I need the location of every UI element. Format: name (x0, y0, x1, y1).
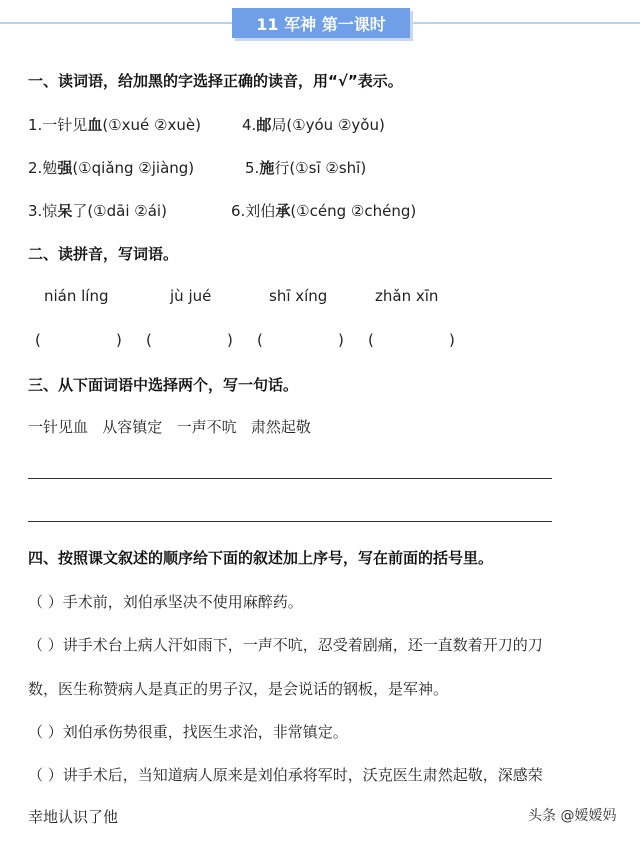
watermark: 头条 @嫒嫒妈 (528, 808, 617, 824)
question-item: 1.一针见血(①xué ②xuè) (28, 116, 201, 134)
section4-heading: 四、按照课文叙述的顺序给下面的叙述加上序号，写在前面的括号里。 (28, 549, 494, 567)
answer-paren-close: ) (116, 331, 122, 349)
order-line: （ ）刘伯承伤势很重，找医生求治，非常镇定。 (28, 723, 348, 741)
answer-paren-close: ) (338, 331, 344, 349)
order-line: 数，医生称赞病人是真正的男子汉，是会说话的钢板，是军神。 (28, 680, 449, 698)
section2-heading: 二、读拼音，写词语。 (28, 245, 179, 263)
question-item: 5.施行(①sī ②shī) (245, 159, 367, 177)
page-title: 11 军神 第一课时 (232, 8, 410, 38)
writing-line (28, 521, 552, 522)
order-line: 幸地认识了他 (28, 808, 119, 826)
pinyin-item: jù jué (170, 287, 212, 305)
order-line: （ ）讲手术台上病人汗如雨下，一声不吭，忍受着剧痛，还一直数着开刀的刀 (28, 636, 543, 654)
pinyin-item: shī xíng (269, 287, 328, 305)
order-line: （ ）讲手术后，当知道病人原来是刘伯承将军时，沃克医生肃然起敬，深感荣 (28, 766, 543, 784)
question-item: 3.惊呆了(①dāi ②ái) (28, 202, 167, 220)
answer-paren-open: ( (146, 331, 152, 349)
answer-paren-open: ( (257, 331, 263, 349)
question-item: 4.邮局(①yóu ②yǒu) (242, 116, 385, 134)
pinyin-item: nián líng (44, 287, 109, 305)
section3-heading: 三、从下面词语中选择两个，写一句话。 (28, 376, 299, 394)
question-item: 2.勉强(①qiǎng ②jiàng) (28, 159, 195, 177)
section1-heading: 一、读词语，给加黑的字选择正确的读音，用“√”表示。 (28, 72, 403, 90)
answer-paren-open: ( (35, 331, 41, 349)
answer-paren-close: ) (227, 331, 233, 349)
question-item: 6.刘伯承(①céng ②chéng) (231, 202, 417, 220)
order-line: （ ）手术前，刘伯承坚决不使用麻醉药。 (28, 593, 303, 611)
writing-line (28, 478, 552, 479)
word-choices: 一针见血 从容镇定 一声不吭 肃然起敬 (28, 418, 311, 436)
pinyin-item: zhǎn xīn (375, 287, 439, 305)
answer-paren-close: ) (449, 331, 455, 349)
answer-paren-open: ( (368, 331, 374, 349)
